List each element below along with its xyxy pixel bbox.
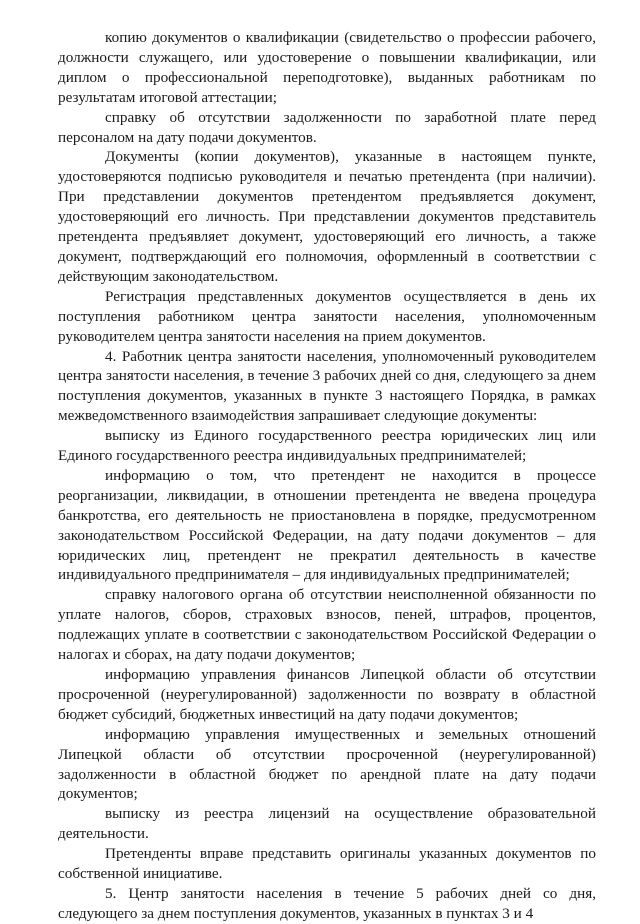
paragraph-originals: Претенденты вправе представить оригиналы указанных документов по собственной инициативе. [58, 845, 596, 883]
paragraph-document-certification: Документы (копии документов), указанные в настоящем пункте, удостоверяются подписью руководителя и печатью претендента (при наличии). При представлении документов претендентом предъявляется документ, удостоверяющий его личность. При представлении документов представитель претендента предъявляет документ, удостоверяющий его личность, а также документ, подтверждающий его полномочия, оформленный в соответствии с действующим законодательством. [58, 148, 596, 285]
document-page [58, 28, 596, 924]
paragraph-salary-debt-certificate: справку об отсутствии задолженности по заработной плате перед персоналом на дату подачи документов. [58, 108, 596, 146]
paragraph-item-4: 4. Работник центра занятости населения, уполномоченный руководителем центра занятости населения, в течение 3 рабочих дней со дня, следующего за днем поступления документов, указанных в пункте 3 настоящего Порядка, в рамках межведомственного взаимодействия запрашивает следующие документы: [58, 347, 596, 425]
paragraph-reorganization-info: информацию о том, что претендент не находится в процессе реорганизации, ликвидации, в отношении претендента не введена процедура банкротства, его деятельность не приостановлена в порядке, предусмотренном законодательством Российской Федерации, на дату подачи документов – для юридических лиц, претендент не прекратил деятельность в качестве индивидуального предпринимателя – для индивидуальных предпринимателей; [58, 466, 596, 584]
paragraph-registry-extract: выписку из Единого государственного реестра юридических лиц или Единого государственного реестра индивидуальных предпринимателей; [58, 427, 596, 465]
paragraph-property-info: информацию управления имущественных и земельных отношений Липецкой области об отсутствии просроченной (неурегулированной) задолженности в областной бюджет по арендной плате на дату подачи документов; [58, 725, 596, 803]
paragraph-license-extract: выписку из реестра лицензий на осуществление образовательной деятельности. [58, 805, 596, 843]
paragraph-qualification-documents: копию документов о квалификации (свидетельство о профессии рабочего, должности служащего, или удостоверение о повышении квалификации, или диплом о профессиональной переподготовке), выданных работникам по результатам итоговой аттестации; [58, 29, 596, 106]
paragraph-finance-info: информацию управления финансов Липецкой области об отсутствии просроченной (неурегулированной) задолженности по возврату в областной бюджет субсидий, бюджетных инвестиций на дату подачи документов; [58, 666, 596, 723]
paragraph-item-5: 5. Центр занятости населения в течение 5 рабочих дней со дня, следующего за днем поступления документов, указанных в пунктах 3 и 4 [58, 884, 596, 922]
paragraph-tax-certificate: справку налогового органа об отсутствии неисполненной обязанности по уплате налогов, сборов, страховых взносов, пеней, штрафов, процентов, подлежащих уплате в соответствии с законодательством Российской Федерации о налогах и сборах, на дату подачи документов; [58, 586, 596, 664]
paragraph-registration: Регистрация представленных документов осуществляется в день их поступления работником центра занятости населения, уполномоченным руководителем центра занятости населения на прием документов. [58, 287, 596, 345]
